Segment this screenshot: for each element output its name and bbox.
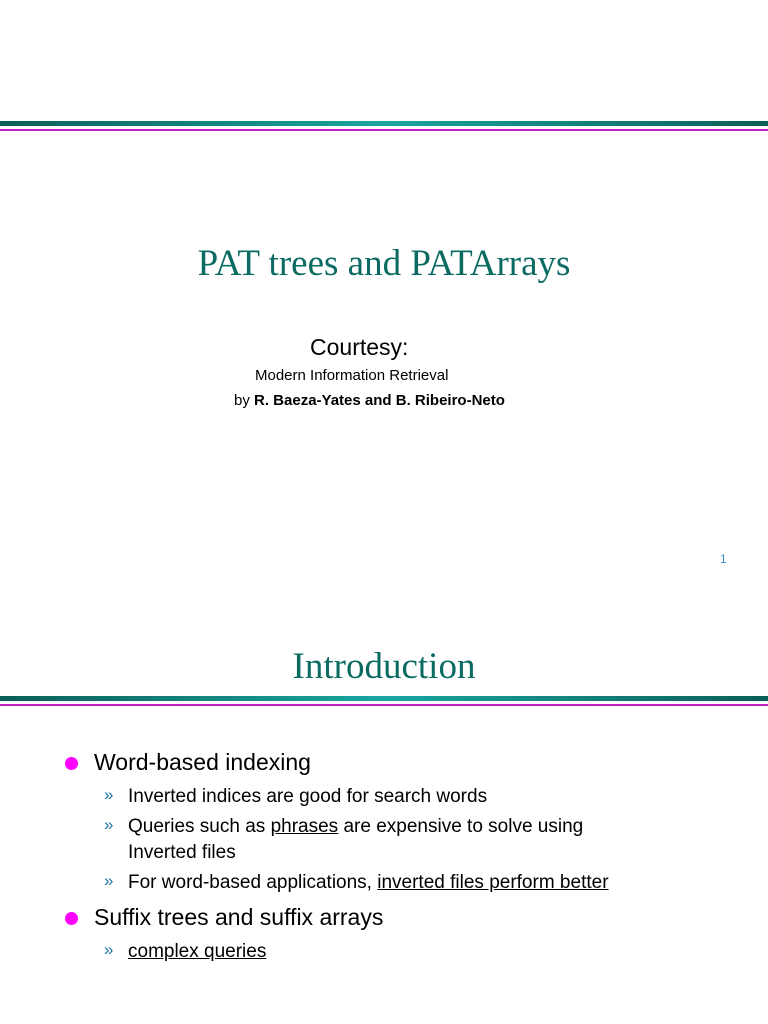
slide-1-title: PAT trees and PATArrays: [197, 243, 571, 284]
authors-line: [234, 392, 505, 409]
inverted-files-link[interactable]: inverted files perform better: [377, 872, 609, 893]
bullet-text: Word-based indexing: [94, 749, 311, 775]
bullet-text: Suffix trees and suffix arrays: [94, 904, 384, 930]
sub-text-before: Queries such as: [128, 816, 271, 837]
sub-text: [128, 939, 266, 965]
phrases-link[interactable]: phrases: [270, 816, 339, 837]
slide-2-title: Introduction: [292, 646, 476, 687]
slide-2: [0, 512, 768, 1024]
bullet-dot-icon: [65, 757, 78, 770]
chevron-right-icon: »: [104, 815, 114, 834]
chevron-right-icon: »: [104, 940, 114, 959]
sub-text-line2: Inverted files: [128, 842, 236, 863]
chevron-right-icon: »: [104, 871, 114, 890]
page-number: 1: [720, 552, 727, 566]
sub-text: Inverted indices are good for search words: [128, 786, 488, 807]
sub-text-after: are expensive to solve using: [338, 816, 584, 837]
header-rule: [0, 121, 768, 131]
bullet-dot-icon: [65, 912, 78, 925]
book-title: Modern Information Retrieval: [255, 367, 449, 384]
courtesy-label: Courtesy:: [310, 334, 409, 360]
by-label: by: [234, 392, 250, 409]
sub-text-before: For word-based applications,: [128, 872, 378, 893]
author-names: R. Baeza-Yates and B. Ribeiro-Neto: [254, 392, 505, 409]
chevron-right-icon: »: [104, 785, 114, 804]
header-rule: [0, 696, 768, 706]
sub-text: [128, 870, 609, 896]
sub-text: [128, 814, 583, 866]
complex-queries-link[interactable]: complex queries: [128, 941, 267, 962]
